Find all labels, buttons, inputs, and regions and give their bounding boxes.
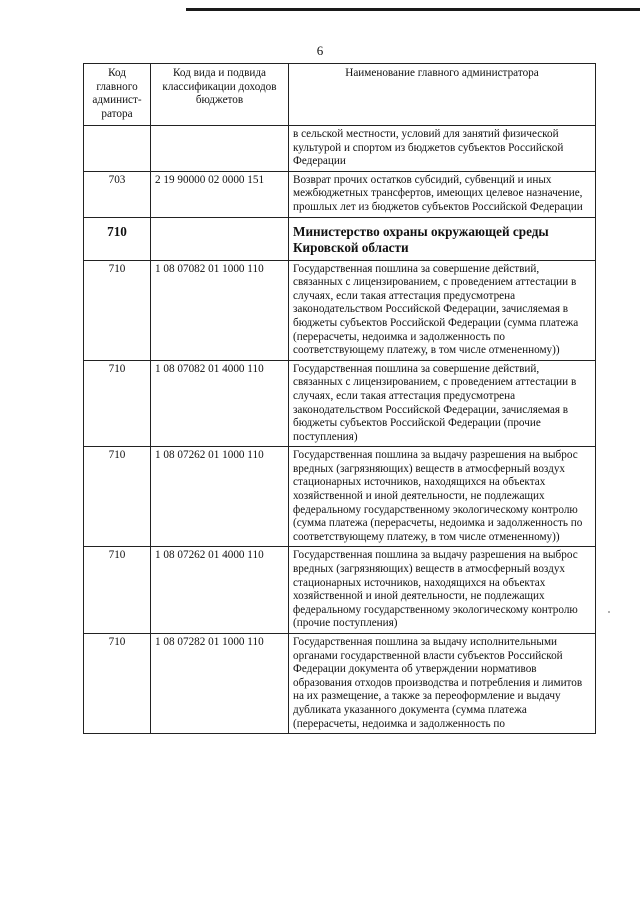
- revenue-code-cell: 1 08 07082 01 1000 110: [151, 260, 289, 360]
- admin-code-cell: 710: [84, 360, 151, 447]
- page-number: 6: [316, 43, 324, 58]
- admin-name-cell: в сельской местности, условий для занятий физической культурой и спортом из бюджетов субъектов Российской Федерации: [289, 126, 596, 172]
- header-admin-name: Наименование главного администратора: [289, 64, 596, 126]
- top-border-line: [186, 8, 640, 11]
- header-revenue-code: Код вида и подвида классификации доходов бюджетов: [151, 64, 289, 126]
- revenue-code-cell: 1 08 07282 01 1000 110: [151, 634, 289, 734]
- revenue-code-cell: [151, 217, 289, 260]
- revenue-code-cell: 2 19 90000 02 0000 151: [151, 171, 289, 217]
- table-row: [84, 260, 596, 360]
- revenue-administrators-table: [83, 63, 596, 734]
- admin-code-cell: 710: [84, 447, 151, 547]
- revenue-code-cell: [151, 126, 289, 172]
- ministry-header-row: [84, 217, 596, 260]
- admin-code-cell: 703: [84, 171, 151, 217]
- admin-code-cell: 710: [84, 634, 151, 734]
- admin-name-cell: Государственная пошлина за совершение действий, связанных с лицензированием, с проведением аттестации в случаях, если такая аттестация предусмотрена законодательством Российской Федерации, зачисляемая в бюджеты субъектов Российской Федерации (сумма платежа (перерасчеты, недоимка и задолженность по соответствующему платежу, в том числе отмененному)): [289, 260, 596, 360]
- admin-code-cell: [84, 126, 151, 172]
- table-header-row: [84, 64, 596, 126]
- admin-code-cell: 710: [84, 217, 151, 260]
- admin-code-cell: 710: [84, 547, 151, 634]
- admin-name-cell: Возврат прочих остатков субсидий, субвенций и иных межбюджетных трансфертов, имеющих целевое назначение, прошлых лет из бюджетов субъектов Российской Федерации: [289, 171, 596, 217]
- admin-name-cell: Государственная пошлина за совершение действий, связанных с лицензированием, с проведением аттестации в случаях, если такая аттестация предусмотрена законодательством Российской Федерации, зачисляемая в бюджеты субъектов Российской Федерации (прочие поступления): [289, 360, 596, 447]
- table-row: [84, 447, 596, 547]
- table-row: [84, 360, 596, 447]
- admin-name-cell: Государственная пошлина за выдачу исполнительными органами государственной власти субъектов Российской Федерации документа об утверждении нормативов образования отходов производства и потребления и лимитов на их размещение, а также за переоформление и выдачу дубликата указанного документа (сумма платежа (перерасчеты, недоимка и задолженность по: [289, 634, 596, 734]
- admin-name-cell: Государственная пошлина за выдачу разрешения на выброс вредных (загрязняющих) веществ в атмосферный воздух стационарных источников, находящихся на объектах хозяйственной и иной деятельности, не подлежащих федеральному государственному экологическому контролю (сумма платежа (перерасчеты, недоимка и задолженность по соответствующему платежу, в том числе отмененному)): [289, 447, 596, 547]
- table-row: [84, 634, 596, 734]
- revenue-code-cell: 1 08 07082 01 4000 110: [151, 360, 289, 447]
- admin-name-cell: Государственная пошлина за выдачу разрешения на выброс вредных (загрязняющих) веществ в атмосферный воздух стационарных источников, находящихся на объектах хозяйственной и иной деятельности, не подлежащих федеральному государственному экологическому контролю (прочие поступления): [289, 547, 596, 634]
- admin-code-cell: 710: [84, 260, 151, 360]
- table-row: [84, 171, 596, 217]
- ministry-name-cell: Министерство охраны окружающей среды Кировской области: [289, 217, 596, 260]
- header-admin-code: Код главного админист-ратора: [84, 64, 151, 126]
- table-row: [84, 547, 596, 634]
- scan-speck: [608, 611, 610, 613]
- revenue-code-cell: 1 08 07262 01 4000 110: [151, 547, 289, 634]
- revenue-code-cell: 1 08 07262 01 1000 110: [151, 447, 289, 547]
- table-row: [84, 126, 596, 172]
